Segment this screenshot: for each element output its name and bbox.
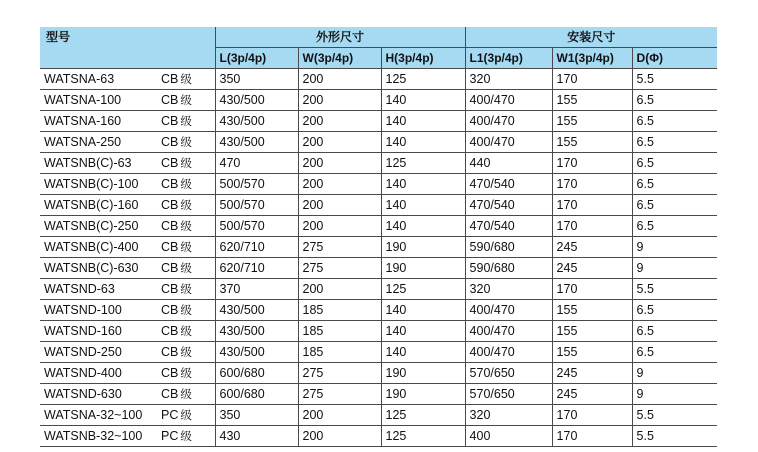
model-cell: WATSND-250 bbox=[40, 342, 161, 363]
dim-cell-w1: 170 bbox=[552, 174, 632, 195]
dim-cell-l: 600/680 bbox=[215, 363, 298, 384]
model-cell: WATSNA-250 bbox=[40, 132, 161, 153]
grade-cell bbox=[161, 321, 215, 342]
dim-cell-l1: 320 bbox=[465, 405, 552, 426]
dim-cell-h: 190 bbox=[381, 384, 465, 405]
dim-cell-l1: 590/680 bbox=[465, 237, 552, 258]
dim-cell-l: 430/500 bbox=[215, 111, 298, 132]
grade-suffix: 级 bbox=[180, 366, 192, 380]
col-header-L1: L1(3p/4p) bbox=[465, 48, 552, 69]
dim-cell-d: 6.5 bbox=[632, 321, 717, 342]
table-row bbox=[40, 237, 717, 258]
grade-suffix: 级 bbox=[180, 93, 192, 107]
grade-suffix: 级 bbox=[180, 72, 192, 86]
dim-cell-l: 600/680 bbox=[215, 384, 298, 405]
model-header bbox=[40, 27, 215, 69]
grade-code: CB bbox=[161, 324, 179, 338]
dim-cell-l: 470 bbox=[215, 153, 298, 174]
model-cell: WATSNB(C)-630 bbox=[40, 258, 161, 279]
dim-cell-d: 5.5 bbox=[632, 426, 717, 447]
grade-code: CB bbox=[161, 240, 179, 254]
dim-cell-d: 6.5 bbox=[632, 111, 717, 132]
dim-cell-w: 185 bbox=[298, 321, 381, 342]
table-row bbox=[40, 174, 717, 195]
grade-cell bbox=[161, 426, 215, 447]
dim-cell-w: 275 bbox=[298, 237, 381, 258]
dim-cell-w1: 245 bbox=[552, 363, 632, 384]
dim-cell-w1: 245 bbox=[552, 237, 632, 258]
grade-suffix: 级 bbox=[180, 303, 192, 317]
model-cell: WATSND-160 bbox=[40, 321, 161, 342]
dim-cell-w1: 170 bbox=[552, 153, 632, 174]
dim-cell-l: 500/570 bbox=[215, 216, 298, 237]
dim-cell-h: 125 bbox=[381, 69, 465, 90]
dim-cell-h: 140 bbox=[381, 132, 465, 153]
dim-cell-w1: 155 bbox=[552, 111, 632, 132]
dim-cell-d: 6.5 bbox=[632, 216, 717, 237]
dim-cell-d: 6.5 bbox=[632, 342, 717, 363]
dim-cell-h: 190 bbox=[381, 258, 465, 279]
grade-suffix: 级 bbox=[180, 261, 192, 275]
grade-suffix: 级 bbox=[180, 387, 192, 401]
grade-suffix: 级 bbox=[180, 114, 192, 128]
grade-suffix: 级 bbox=[180, 135, 192, 149]
table-row bbox=[40, 300, 717, 321]
dim-cell-d: 5.5 bbox=[632, 69, 717, 90]
col-header-D: D(Φ) bbox=[632, 48, 717, 69]
dim-cell-w: 200 bbox=[298, 132, 381, 153]
grade-suffix: 级 bbox=[180, 429, 192, 443]
dim-cell-d: 9 bbox=[632, 258, 717, 279]
model-cell: WATSNB-32~100 bbox=[40, 426, 161, 447]
grade-code: CB bbox=[161, 387, 179, 401]
grade-cell bbox=[161, 363, 215, 384]
dim-cell-l1: 400 bbox=[465, 426, 552, 447]
grade-code: CB bbox=[161, 177, 179, 191]
install-dims-header: 安装尺寸 bbox=[465, 27, 717, 48]
table-row bbox=[40, 363, 717, 384]
model-cell: WATSNA-32~100 bbox=[40, 405, 161, 426]
dim-cell-l1: 470/540 bbox=[465, 216, 552, 237]
model-cell: WATSNB(C)-400 bbox=[40, 237, 161, 258]
dim-cell-w1: 155 bbox=[552, 342, 632, 363]
col-header-L: L(3p/4p) bbox=[215, 48, 298, 69]
dim-cell-h: 190 bbox=[381, 363, 465, 384]
dim-cell-l: 620/710 bbox=[215, 258, 298, 279]
grade-code: PC bbox=[161, 429, 179, 443]
grade-code: CB bbox=[161, 72, 179, 86]
grade-code: CB bbox=[161, 156, 179, 170]
dim-cell-h: 125 bbox=[381, 405, 465, 426]
dim-cell-w: 275 bbox=[298, 363, 381, 384]
grade-cell bbox=[161, 405, 215, 426]
dim-cell-l1: 400/470 bbox=[465, 342, 552, 363]
table-row bbox=[40, 258, 717, 279]
dim-cell-l: 430/500 bbox=[215, 321, 298, 342]
grade-code: CB bbox=[161, 366, 179, 380]
dim-cell-w1: 170 bbox=[552, 69, 632, 90]
dim-cell-w1: 170 bbox=[552, 426, 632, 447]
dim-cell-w: 200 bbox=[298, 90, 381, 111]
dim-cell-l: 430/500 bbox=[215, 342, 298, 363]
dim-cell-d: 6.5 bbox=[632, 174, 717, 195]
model-cell: WATSNA-160 bbox=[40, 111, 161, 132]
dim-cell-l: 430/500 bbox=[215, 132, 298, 153]
grade-cell bbox=[161, 195, 215, 216]
model-cell: WATSND-100 bbox=[40, 300, 161, 321]
grade-suffix: 级 bbox=[180, 219, 192, 233]
dim-cell-d: 6.5 bbox=[632, 132, 717, 153]
grade-cell bbox=[161, 279, 215, 300]
dimension-table bbox=[40, 27, 717, 447]
dim-cell-d: 6.5 bbox=[632, 300, 717, 321]
model-cell: WATSND-400 bbox=[40, 363, 161, 384]
grade-code: CB bbox=[161, 219, 179, 233]
header-row-groups bbox=[40, 27, 717, 48]
outer-dims-header: 外形尺寸 bbox=[215, 27, 465, 48]
dim-cell-h: 140 bbox=[381, 90, 465, 111]
grade-code: PC bbox=[161, 408, 179, 422]
grade-cell bbox=[161, 69, 215, 90]
table-row bbox=[40, 279, 717, 300]
dim-cell-l1: 470/540 bbox=[465, 174, 552, 195]
dim-cell-l1: 400/470 bbox=[465, 321, 552, 342]
col-header-W: W(3p/4p) bbox=[298, 48, 381, 69]
table-row bbox=[40, 90, 717, 111]
grade-cell bbox=[161, 216, 215, 237]
dim-cell-l: 500/570 bbox=[215, 174, 298, 195]
dim-cell-w1: 155 bbox=[552, 90, 632, 111]
dim-cell-w: 200 bbox=[298, 153, 381, 174]
dim-cell-h: 140 bbox=[381, 300, 465, 321]
grade-code: CB bbox=[161, 198, 179, 212]
dim-cell-w: 200 bbox=[298, 174, 381, 195]
dim-cell-h: 125 bbox=[381, 153, 465, 174]
dim-cell-w1: 170 bbox=[552, 195, 632, 216]
grade-cell bbox=[161, 237, 215, 258]
dim-cell-w: 200 bbox=[298, 111, 381, 132]
dim-cell-w: 185 bbox=[298, 342, 381, 363]
grade-suffix: 级 bbox=[180, 324, 192, 338]
dim-cell-d: 9 bbox=[632, 237, 717, 258]
dim-cell-w1: 155 bbox=[552, 321, 632, 342]
model-cell: WATSND-630 bbox=[40, 384, 161, 405]
dim-cell-h: 140 bbox=[381, 342, 465, 363]
dim-cell-h: 140 bbox=[381, 111, 465, 132]
table-row bbox=[40, 426, 717, 447]
grade-cell bbox=[161, 384, 215, 405]
model-cell: WATSND-63 bbox=[40, 279, 161, 300]
dim-cell-l: 370 bbox=[215, 279, 298, 300]
table-row bbox=[40, 111, 717, 132]
model-cell: WATSNB(C)-100 bbox=[40, 174, 161, 195]
grade-suffix: 级 bbox=[180, 156, 192, 170]
dim-cell-l1: 470/540 bbox=[465, 195, 552, 216]
dim-cell-l: 500/570 bbox=[215, 195, 298, 216]
grade-cell bbox=[161, 300, 215, 321]
table-row bbox=[40, 195, 717, 216]
grade-cell bbox=[161, 153, 215, 174]
dim-cell-d: 9 bbox=[632, 384, 717, 405]
grade-cell bbox=[161, 174, 215, 195]
model-header-label: 型号 bbox=[46, 30, 71, 44]
table-row bbox=[40, 69, 717, 90]
dim-cell-l1: 570/650 bbox=[465, 363, 552, 384]
table-row bbox=[40, 321, 717, 342]
dim-cell-l: 350 bbox=[215, 405, 298, 426]
dim-cell-d: 6.5 bbox=[632, 153, 717, 174]
grade-code: CB bbox=[161, 303, 179, 317]
table-row bbox=[40, 405, 717, 426]
dim-cell-w: 200 bbox=[298, 195, 381, 216]
dim-cell-l1: 400/470 bbox=[465, 90, 552, 111]
dim-cell-w1: 170 bbox=[552, 279, 632, 300]
model-cell: WATSNB(C)-160 bbox=[40, 195, 161, 216]
model-cell: WATSNB(C)-250 bbox=[40, 216, 161, 237]
table-row bbox=[40, 132, 717, 153]
grade-suffix: 级 bbox=[180, 240, 192, 254]
grade-suffix: 级 bbox=[180, 408, 192, 422]
table-row bbox=[40, 342, 717, 363]
model-cell: WATSNB(C)-63 bbox=[40, 153, 161, 174]
model-cell: WATSNA-100 bbox=[40, 90, 161, 111]
dim-cell-w1: 245 bbox=[552, 384, 632, 405]
grade-code: CB bbox=[161, 114, 179, 128]
grade-code: CB bbox=[161, 135, 179, 149]
col-header-W1: W1(3p/4p) bbox=[552, 48, 632, 69]
dim-cell-l1: 400/470 bbox=[465, 111, 552, 132]
grade-suffix: 级 bbox=[180, 177, 192, 191]
dim-cell-w1: 155 bbox=[552, 300, 632, 321]
dim-cell-l1: 440 bbox=[465, 153, 552, 174]
dim-cell-w: 200 bbox=[298, 405, 381, 426]
grade-suffix: 级 bbox=[180, 282, 192, 296]
dim-cell-w: 200 bbox=[298, 426, 381, 447]
dim-cell-h: 125 bbox=[381, 426, 465, 447]
table-row bbox=[40, 216, 717, 237]
col-header-H: H(3p/4p) bbox=[381, 48, 465, 69]
table-row bbox=[40, 153, 717, 174]
dim-cell-w1: 170 bbox=[552, 405, 632, 426]
dim-cell-d: 5.5 bbox=[632, 279, 717, 300]
dim-cell-l1: 400/470 bbox=[465, 132, 552, 153]
grade-code: CB bbox=[161, 261, 179, 275]
table-row bbox=[40, 384, 717, 405]
dim-cell-l1: 570/650 bbox=[465, 384, 552, 405]
grade-suffix: 级 bbox=[180, 345, 192, 359]
grade-cell bbox=[161, 258, 215, 279]
grade-code: CB bbox=[161, 345, 179, 359]
dim-cell-w: 200 bbox=[298, 216, 381, 237]
dim-cell-w: 200 bbox=[298, 69, 381, 90]
dim-cell-h: 140 bbox=[381, 321, 465, 342]
dim-cell-h: 140 bbox=[381, 174, 465, 195]
dim-cell-l: 350 bbox=[215, 69, 298, 90]
grade-cell bbox=[161, 111, 215, 132]
grade-code: CB bbox=[161, 282, 179, 296]
dim-cell-d: 9 bbox=[632, 363, 717, 384]
dim-cell-l1: 320 bbox=[465, 69, 552, 90]
dim-cell-w1: 155 bbox=[552, 132, 632, 153]
dim-cell-l: 430/500 bbox=[215, 300, 298, 321]
dim-cell-w1: 245 bbox=[552, 258, 632, 279]
dim-cell-d: 5.5 bbox=[632, 405, 717, 426]
dim-cell-d: 6.5 bbox=[632, 195, 717, 216]
grade-cell bbox=[161, 90, 215, 111]
dim-cell-w: 275 bbox=[298, 384, 381, 405]
dim-cell-w: 200 bbox=[298, 279, 381, 300]
dim-cell-l: 620/710 bbox=[215, 237, 298, 258]
dim-cell-h: 140 bbox=[381, 195, 465, 216]
dim-cell-l: 430 bbox=[215, 426, 298, 447]
dim-cell-l1: 590/680 bbox=[465, 258, 552, 279]
dim-cell-w1: 170 bbox=[552, 216, 632, 237]
model-cell: WATSNA-63 bbox=[40, 69, 161, 90]
dim-cell-l1: 320 bbox=[465, 279, 552, 300]
grade-cell bbox=[161, 132, 215, 153]
dim-cell-h: 190 bbox=[381, 237, 465, 258]
dim-cell-h: 125 bbox=[381, 279, 465, 300]
grade-cell bbox=[161, 342, 215, 363]
dim-cell-h: 140 bbox=[381, 216, 465, 237]
dim-cell-d: 6.5 bbox=[632, 90, 717, 111]
grade-suffix: 级 bbox=[180, 198, 192, 212]
dim-cell-l1: 400/470 bbox=[465, 300, 552, 321]
dim-cell-w: 275 bbox=[298, 258, 381, 279]
dim-cell-w: 185 bbox=[298, 300, 381, 321]
grade-code: CB bbox=[161, 93, 179, 107]
dim-cell-l: 430/500 bbox=[215, 90, 298, 111]
